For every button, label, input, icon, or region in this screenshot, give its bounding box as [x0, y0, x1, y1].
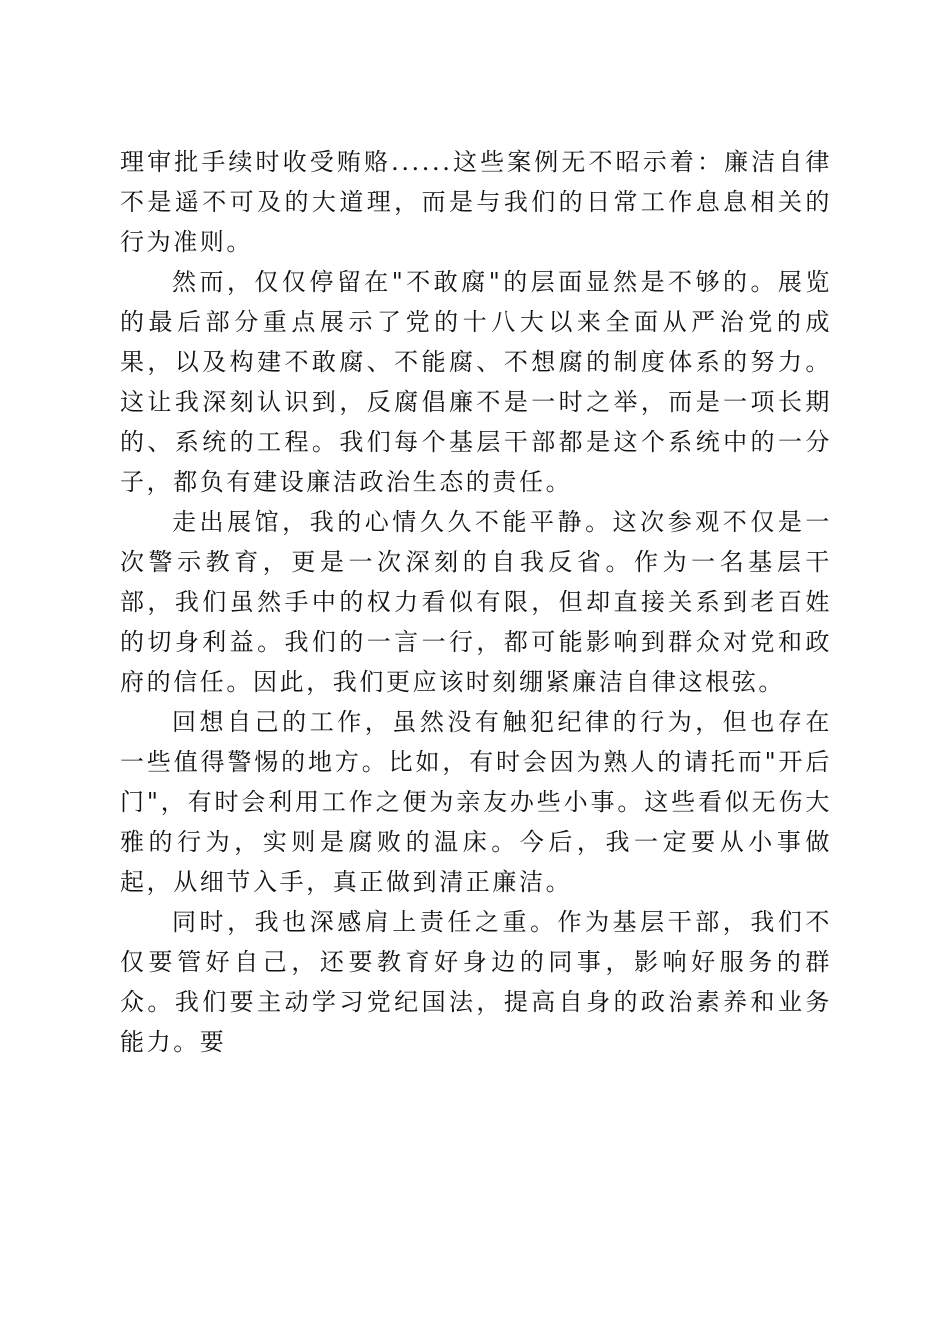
paragraph: 回想自己的工作，虽然没有触犯纪律的行为，但也存在一些值得警惕的地方。比如，有时会因为熟人的请托而"开后门"，有时会利用工作之便为亲友办些小事。这些看似无伤大雅的行为，实则是腐败的温床。今后，我一定要从小事做起，从细节入手，真正做到清正廉洁。: [120, 708, 832, 896]
paragraph: 然而，仅仅停留在"不敢腐"的层面显然是不够的。展览的最后部分重点展示了党的十八大以来全面从严治党的成果，以及构建不敢腐、不能腐、不想腐的制度体系的努力。这让我深刻认识到，反腐倡廉不是一时之举，而是一项长期的、系统的工程。我们每个基层干部都是这个系统中的一分子，都负有建设廉洁政治生态的责任。: [120, 268, 832, 496]
paragraph: 走出展馆，我的心情久久不能平静。这次参观不仅是一次警示教育，更是一次深刻的自我反省。作为一名基层干部，我们虽然手中的权力看似有限，但却直接关系到老百姓的切身利益。我们的一言一行，都可能影响到群众对党和政府的信任。因此，我们更应该时刻绷紧廉洁自律这根弦。: [120, 508, 832, 696]
document-body: [120, 142, 832, 1062]
paragraph: 同时，我也深感肩上责任之重。作为基层干部，我们不仅要管好自己，还要教育好身边的同事，影响好服务的群众。我们要主动学习党纪国法，提高自身的政治素养和业务能力。要: [120, 908, 832, 1056]
paragraph-continuation: 理审批手续时收受贿赂......这些案例无不昭示着：廉洁自律不是遥不可及的大道理，而是与我们的日常工作息息相关的行为准则。: [120, 148, 832, 256]
